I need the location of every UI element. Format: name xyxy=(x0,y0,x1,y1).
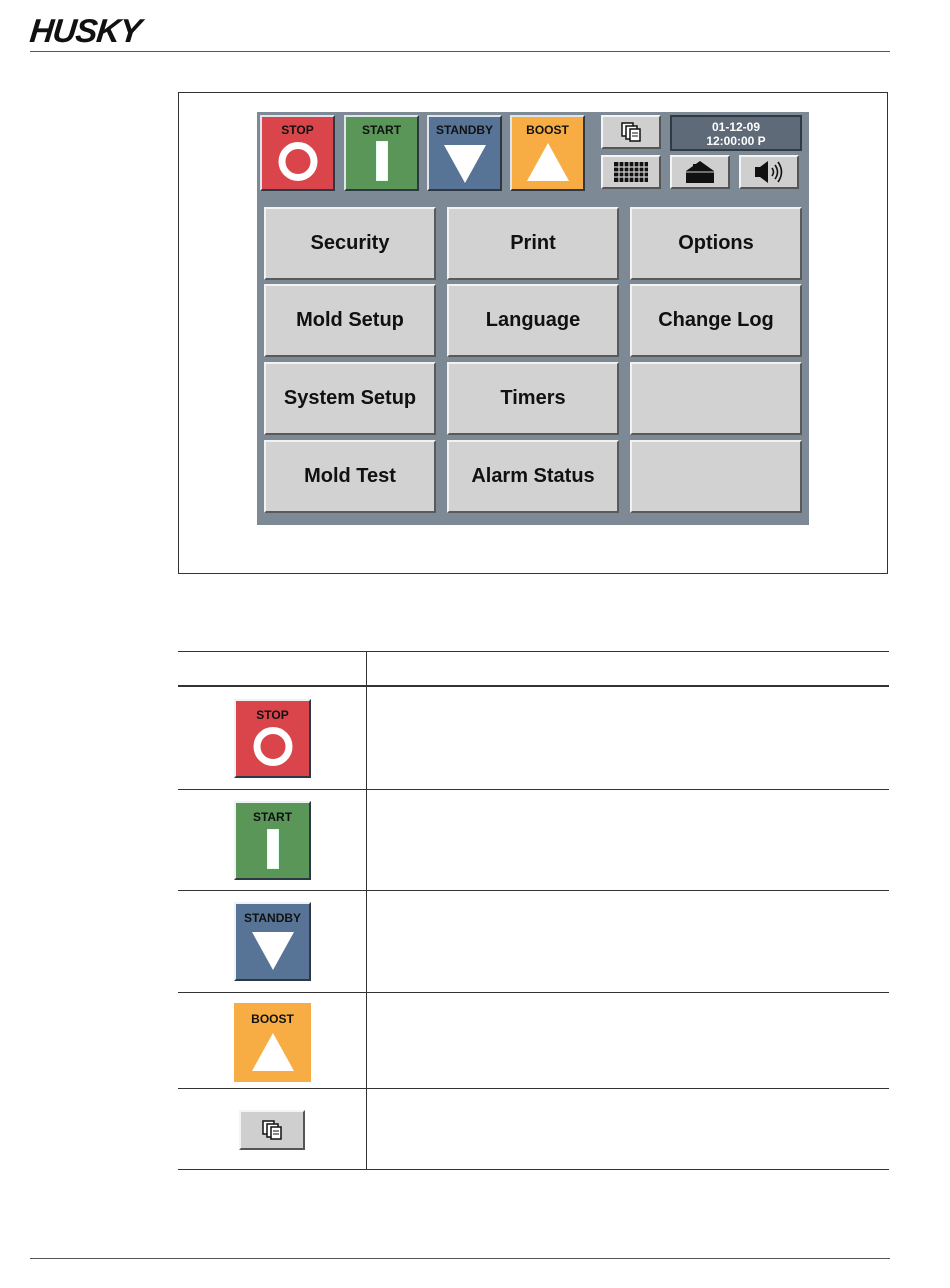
standby-label: STANDBY xyxy=(435,123,494,137)
stop-button[interactable] xyxy=(260,115,335,191)
stop-label: STOP xyxy=(281,123,314,137)
datetime-display xyxy=(670,115,802,151)
table-copy-pages-button xyxy=(239,1110,305,1150)
table-standby-button xyxy=(234,902,311,981)
table-row-divider xyxy=(178,789,889,790)
husky-logo: HUSKY xyxy=(28,12,143,49)
table-stop-button xyxy=(234,699,311,778)
table-stop-label: STOP xyxy=(256,708,289,722)
time-text: 12:00:00 P xyxy=(706,134,766,148)
triangle-up-icon xyxy=(252,1033,294,1071)
standby-button[interactable] xyxy=(427,115,502,191)
start-button[interactable] xyxy=(344,115,419,191)
triangle-down-icon xyxy=(444,145,486,183)
table-standby-label: STANDBY xyxy=(243,911,302,925)
table-boost-label: BOOST xyxy=(251,1012,294,1026)
footer-rule xyxy=(30,1258,890,1259)
menu-mold-test[interactable]: Mold Test xyxy=(264,440,436,513)
table-top-rule xyxy=(178,651,889,652)
home-icon xyxy=(682,159,718,185)
table-row-divider xyxy=(178,1088,889,1089)
copy-pages-icon xyxy=(261,1119,283,1141)
home-button[interactable] xyxy=(670,155,730,189)
header-rule xyxy=(30,51,890,52)
copy-pages-icon xyxy=(620,121,642,143)
menu-options[interactable]: Options xyxy=(630,207,802,280)
table-bottom-rule xyxy=(178,1169,889,1170)
menu-timers[interactable]: Timers xyxy=(447,362,619,435)
triangle-down-icon xyxy=(252,932,294,970)
speaker-icon xyxy=(751,159,787,185)
table-row-divider xyxy=(178,890,889,891)
table-header-rule xyxy=(178,685,889,687)
bar-icon xyxy=(376,141,388,181)
boost-label: BOOST xyxy=(526,123,569,137)
date-text: 01-12-09 xyxy=(711,120,761,134)
bar-icon xyxy=(267,829,279,869)
menu-system-setup[interactable]: System Setup xyxy=(264,362,436,435)
menu-empty-2[interactable] xyxy=(630,440,802,513)
table-start-button xyxy=(234,801,311,880)
menu-alarm-status[interactable]: Alarm Status xyxy=(447,440,619,513)
speaker-button[interactable] xyxy=(739,155,799,189)
circle-icon xyxy=(278,142,317,181)
keypad-icon xyxy=(613,161,649,183)
circle-icon xyxy=(253,727,292,766)
menu-empty-1[interactable] xyxy=(630,362,802,435)
keypad-button[interactable] xyxy=(601,155,661,189)
menu-print[interactable]: Print xyxy=(447,207,619,280)
table-row-divider xyxy=(178,992,889,993)
copy-pages-button[interactable] xyxy=(601,115,661,149)
boost-button[interactable] xyxy=(510,115,585,191)
table-column-divider xyxy=(366,651,367,1170)
table-boost-button xyxy=(234,1003,311,1082)
start-label: START xyxy=(361,123,402,137)
menu-security[interactable]: Security xyxy=(264,207,436,280)
table-start-label: START xyxy=(252,810,293,824)
controller-screen xyxy=(257,112,809,525)
menu-mold-setup[interactable]: Mold Setup xyxy=(264,284,436,357)
menu-language[interactable]: Language xyxy=(447,284,619,357)
menu-change-log[interactable]: Change Log xyxy=(630,284,802,357)
triangle-up-icon xyxy=(527,143,569,181)
